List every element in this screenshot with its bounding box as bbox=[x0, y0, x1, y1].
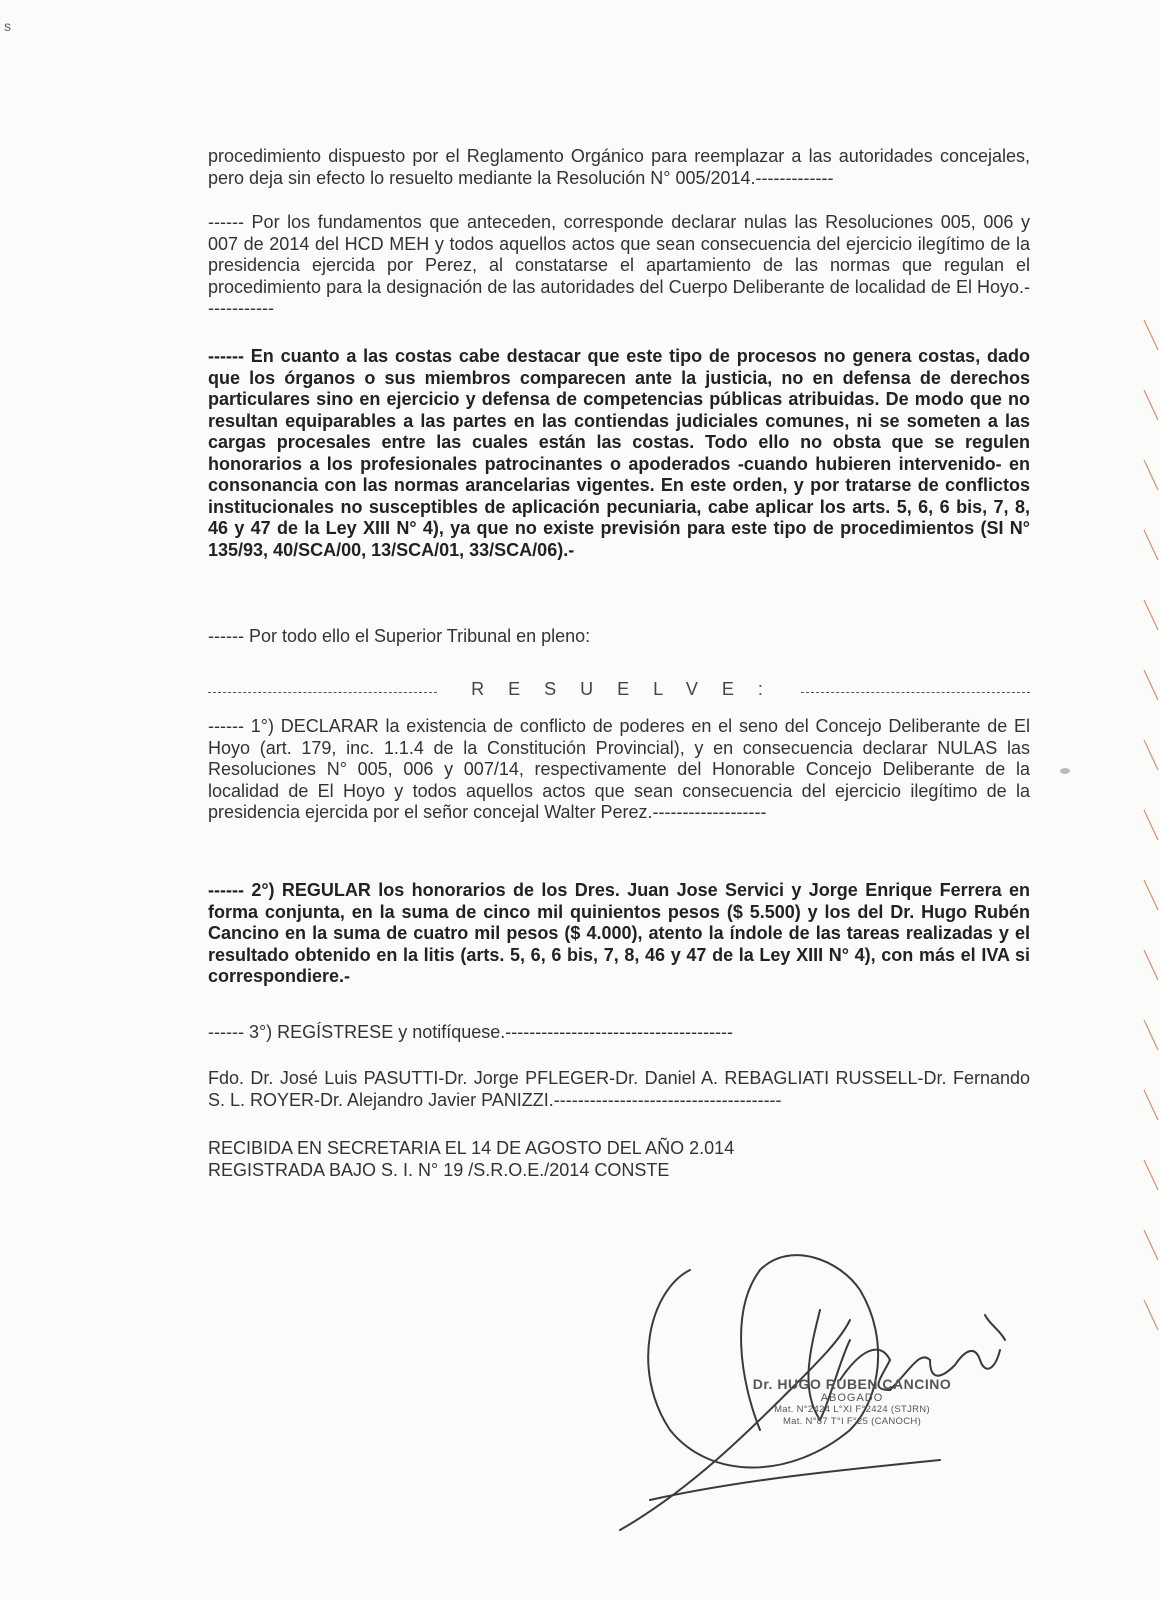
corner-mark: s bbox=[4, 18, 11, 34]
dash-left bbox=[208, 692, 437, 693]
scan-speck bbox=[1060, 768, 1070, 774]
dash-right bbox=[801, 692, 1030, 693]
paragraph-2: ------ Por los fundamentos que anteceden, corresponde declarar nulas las Resoluciones 005, 006 y 007 de 2014 del HCD MEH y todos aquellos actos que sean consecuencia del ejercicio ilegítimo de la presidencia ejercida por Perez, al constatarse el apartamiento de las normas que regulan el procedimiento para la designación de las autoridades del Cuerpo Deliberante de localidad de El Hoyo.------------ bbox=[208, 212, 1030, 318]
scan-edge-marks bbox=[1138, 300, 1160, 1400]
resolution-item-1: ------ 1°) DECLARAR la existencia de conflicto de poderes en el seno del Concejo Deliberante de El Hoyo (art. 179, inc. 1.1.4 de la Constitución Provincial), y en consecuencia declarar NULAS las Resoluciones N° 005, 006 y 007/14, respectivamente del Honorable Concejo Deliberante de la localidad de El Hoyo y todos aquellos actos que sean consecuencia del ejercicio ilegítimo de la presidencia ejercida por el señor concejal Walter Perez.------------------- bbox=[208, 716, 1030, 822]
paragraph-por-todo: ------ Por todo ello el Superior Tribunal en pleno: bbox=[208, 626, 591, 646]
lawyer-stamp: Dr. HUGO RUBEN CANCINO ABOGADO Mat. N°2424 L°XI F°2424 (STJRN) Mat. N°87 T°I F°25 (CANOCH) bbox=[752, 1376, 952, 1427]
paragraph-costas: ------ En cuanto a las costas cabe destacar que este tipo de procesos no genera costas, dado que los órganos o sus miembros comparecen ante la justicia, no en defensa de derechos particulares sino en ejercicio y defensa de competencias públicas atribuidas. De modo que no resultan equiparables a las partes en las contiendas judiciales comunes, ni se someten a las cargas procesales entre las cuales están las costas. Todo ello no obsta que se regulen honorarios a los profesionales patrocinantes o apoderados -cuando hubieren intervenido- en consonancia con las normas arancelarias vigentes. En este orden, y por tratarse de conflictos institucionales no susceptibles de aplicación pecuniaria, cabe aplicar los arts. 5, 6, 6 bis, 7, 8, 46 y 47 de la Ley XIII N° 4), ya que no existe previsión para este tipo de procedimientos (SI N° 135/93, 40/SCA/00, 13/SCA/01, 33/SCA/06).- bbox=[208, 346, 1030, 560]
paragraph-1: procedimiento dispuesto por el Reglamento Orgánico para reemplazar a las autoridades concejales, pero deja sin efecto lo resuelto mediante la Resolución N° 005/2014.------------- bbox=[208, 146, 1030, 188]
resolution-item-3: ------ 3°) REGÍSTRESE y notifíquese.-------------------------------------- bbox=[208, 1022, 734, 1042]
resuelve-heading: RESUELVE: bbox=[208, 676, 1030, 702]
signatories: Fdo. Dr. José Luis PASUTTI-Dr. Jorge PFLEGER-Dr. Daniel A. REBAGLIATI RUSSELL-Dr. Fernando S. L. ROYER-Dr. Alejandro Javier PANIZZI.-------------------------------------- bbox=[208, 1068, 1030, 1110]
secretaria-note: RECIBIDA EN SECRETARIA EL 14 DE AGOSTO DEL AÑO 2.014 REGISTRADA BAJO S. I. N° 19 /S.R.O.E./2014 CONSTE bbox=[208, 1138, 735, 1180]
resolution-item-2: ------ 2°) REGULAR los honorarios de los Dres. Juan Jose Servici y Jorge Enrique Ferrera en forma conjunta, en la suma de cinco mil quinientos pesos ($ 5.500) y los del Dr. Hugo Rubén Cancino en la suma de cuatro mil pesos ($ 4.000), atento la índole de las tareas realizadas y el resultado obtenido en la litis (arts. 5, 6, 6 bis, 7, 8, 46 y 47 de la Ley XIII N° 4), con más el IVA si correspondiere.- bbox=[208, 880, 1030, 986]
